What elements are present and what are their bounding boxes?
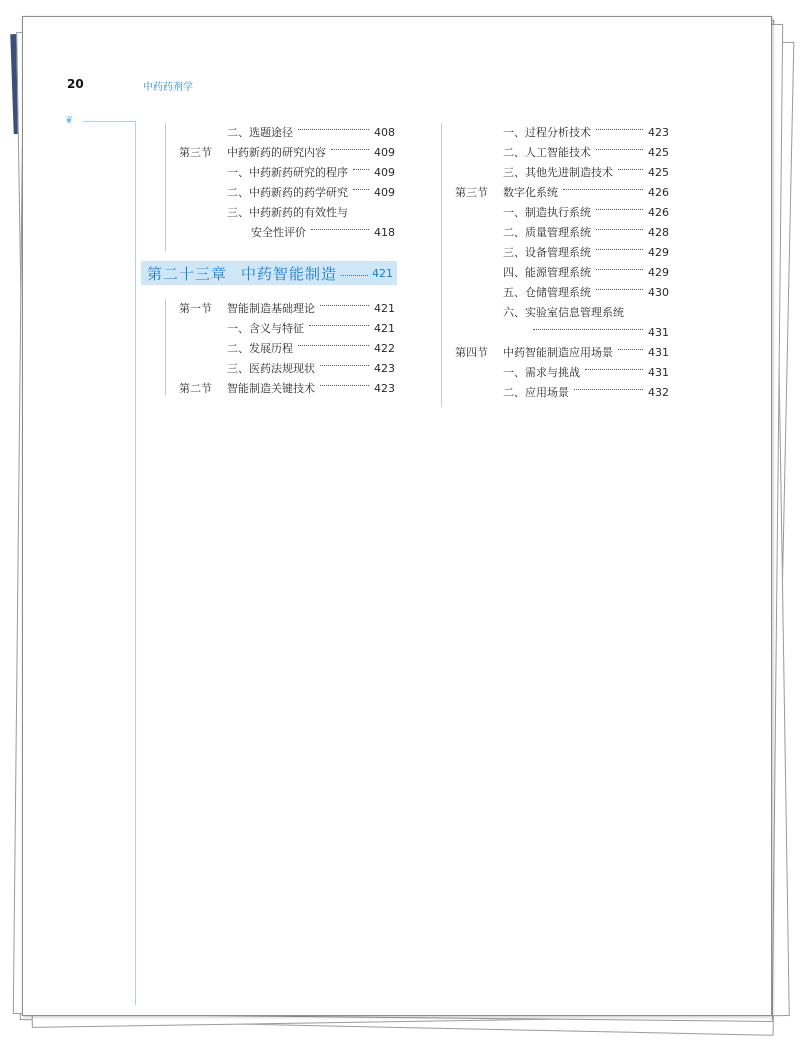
toc-page-number: 426 (648, 186, 669, 199)
decorative-rule (135, 121, 136, 1005)
leader-dots (596, 279, 643, 290)
toc-entry-title: 二、中药新药的药学研究 (227, 186, 348, 199)
leader-dots (320, 355, 369, 366)
toc-entry[interactable] (251, 223, 395, 243)
leader-dots (353, 159, 369, 170)
toc-entry[interactable] (503, 143, 669, 163)
leader-dots (574, 379, 643, 390)
leader-dots (309, 315, 369, 326)
section-label: 第三节 (455, 186, 488, 199)
toc-entry-title: 一、中药新药研究的程序 (227, 166, 348, 179)
toc-entry[interactable] (227, 359, 395, 379)
leader-dots (585, 359, 643, 370)
toc-entry-title: 三、设备管理系统 (503, 246, 591, 259)
toc-entry[interactable] (503, 223, 669, 243)
toc-entry-title: 二、应用场景 (503, 386, 569, 399)
toc-page-number: 422 (374, 342, 395, 355)
section-label: 第二节 (179, 382, 212, 395)
section-label: 第三节 (179, 146, 212, 159)
toc-page-number: 421 (374, 322, 395, 335)
toc-page-number: 426 (648, 206, 669, 219)
leader-dots (618, 159, 643, 170)
leader-dots (331, 139, 369, 150)
leader-dots (596, 219, 643, 230)
leader-dots (320, 295, 369, 306)
leader-dots (311, 219, 369, 230)
chapter-title: 中药智能制造 (241, 264, 338, 283)
toc-entry-title: 三、中药新药的有效性与 (227, 206, 348, 219)
toc-entry-title: 四、能源管理系统 (503, 266, 591, 279)
toc-entry[interactable] (503, 263, 669, 283)
leader-dots (353, 179, 369, 190)
chapter-page-number: 421 (372, 266, 393, 280)
leaf-ornament-icon: ❦ (65, 115, 74, 126)
toc-entry-title: 智能制造基础理论 (227, 302, 315, 315)
running-head: 中药药剂学 (143, 82, 193, 93)
toc-entry[interactable] (227, 339, 395, 359)
toc-entry-title: 二、发展历程 (227, 342, 293, 355)
section-label: 第四节 (455, 346, 488, 359)
toc-entry-title: 三、其他先进制造技术 (503, 166, 613, 179)
decorative-rule (83, 121, 135, 122)
leader-dots (563, 179, 643, 190)
toc-page-number: 431 (648, 366, 669, 379)
toc-entry-title: 二、人工智能技术 (503, 146, 591, 159)
toc-entry[interactable] (503, 123, 669, 143)
toc-page-number: 423 (374, 382, 395, 395)
toc-page-number: 409 (374, 186, 395, 199)
toc-entry-title: 一、过程分析技术 (503, 126, 591, 139)
toc-entry[interactable] (503, 243, 669, 263)
toc-entry-title: 一、需求与挑战 (503, 366, 580, 379)
leader-dots (596, 239, 643, 250)
leader-dots (533, 319, 643, 330)
column-rule (165, 123, 166, 251)
toc-page-number: 423 (648, 126, 669, 139)
toc-entry-title: 中药新药的研究内容 (227, 146, 326, 159)
toc-entry[interactable] (227, 123, 395, 143)
toc-entry[interactable] (503, 383, 669, 403)
section-label: 第一节 (179, 302, 212, 315)
toc-entry[interactable] (503, 203, 669, 223)
toc-entry[interactable] (227, 183, 395, 203)
leader-dots (596, 199, 643, 210)
column-rule (441, 123, 442, 407)
leader-dots (618, 339, 643, 350)
toc-entry[interactable] (227, 163, 395, 183)
toc-page-number: 429 (648, 246, 669, 259)
leader-dots (320, 375, 369, 386)
toc-page-number: 408 (374, 126, 395, 139)
leader-dots (341, 267, 368, 276)
toc-entry-title: 二、质量管理系统 (503, 226, 591, 239)
toc-page-number: 431 (648, 326, 669, 339)
toc-entry-title: 二、选题途径 (227, 126, 293, 139)
book-page (22, 16, 772, 1016)
column-rule (165, 299, 166, 395)
toc-page-number: 409 (374, 146, 395, 159)
toc-entry-title: 五、仓储管理系统 (503, 286, 591, 299)
leader-dots (298, 335, 369, 346)
toc-entry[interactable] (179, 379, 395, 399)
toc-page-number: 421 (374, 302, 395, 315)
toc-entry-title: 数字化系统 (503, 186, 558, 199)
leader-dots (596, 139, 643, 150)
toc-entry-title: 一、含义与特征 (227, 322, 304, 335)
toc-page-number: 425 (648, 166, 669, 179)
toc-entry-title: 中药智能制造应用场景 (503, 346, 613, 359)
toc-page-number: 428 (648, 226, 669, 239)
chapter-number: 第二十三章 (147, 264, 228, 283)
toc-entry-title: 六、实验室信息管理系统 (503, 306, 624, 319)
leader-dots (298, 119, 369, 130)
leader-dots (596, 119, 643, 130)
toc-page-number: 425 (648, 146, 669, 159)
toc-entry-title: 智能制造关键技术 (227, 382, 315, 395)
toc-entry[interactable] (503, 283, 669, 303)
leader-dots (596, 259, 643, 270)
toc-entry[interactable] (533, 323, 669, 343)
toc-entry-title: 安全性评价 (251, 226, 306, 239)
toc-page-number: 432 (648, 386, 669, 399)
toc-page-number: 418 (374, 226, 395, 239)
toc-page-number: 409 (374, 166, 395, 179)
toc-entry-title: 三、医药法规现状 (227, 362, 315, 375)
toc-page-number: 429 (648, 266, 669, 279)
toc-page-number: 430 (648, 286, 669, 299)
toc-page-number: 423 (374, 362, 395, 375)
page-number: 20 (67, 77, 84, 91)
chapter-heading[interactable] (141, 261, 397, 285)
toc-page-number: 431 (648, 346, 669, 359)
toc-entry-title: 一、制造执行系统 (503, 206, 591, 219)
